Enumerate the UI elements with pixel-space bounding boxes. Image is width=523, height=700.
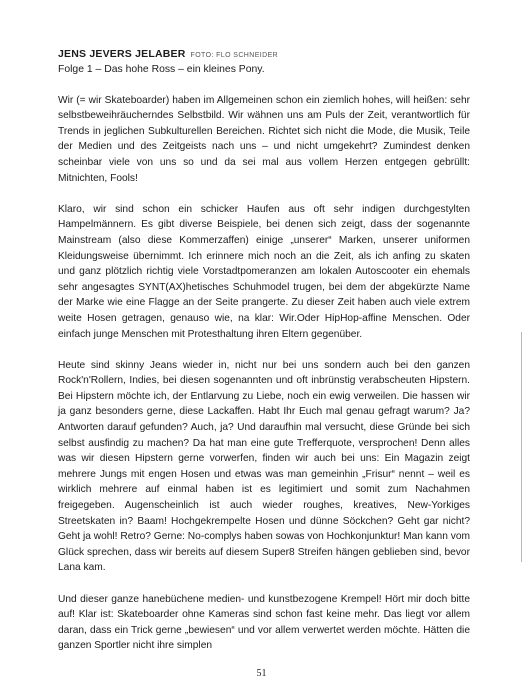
page-number: 51	[256, 668, 267, 679]
photo-credit: FOTO: FLO SCHNEIDER	[190, 52, 279, 59]
page-edge-line	[521, 332, 522, 562]
article-column	[58, 47, 470, 670]
article-subtitle: Folge 1 – Das hohe Ross – ein kleines Pony.	[58, 64, 265, 75]
article-header	[58, 47, 470, 62]
paragraph-4: Und dieser ganze hanebüchene medien- und kunstbezogene Krempel! Hört mir doch bitte auf! Klar ist: Skateboarder ohne Kameras sind schon fast keine mehr. Das liegt vor allem daran, dass ein Trick gerne „bewiesen“ und vor allem verwertet werden möchte. Hätten die ganzen Sportler nicht ihre simplen	[58, 593, 470, 652]
author-name: JENS JEVERS JELABER	[58, 48, 186, 60]
paragraph-1: Wir (= wir Skateboarder) haben im Allgemeinen schon ein ziemlich hohes, will heißen: sehr selbstbeweihräucherndes Selbstbild. Wir wähnen uns am Puls der Zeit, verantwortlich für Trends in jeglichen Subkulturellen Bereichen. Richtet sich nicht die Mode, die Musik, Teile der Medien und des Zeitgeists nach uns – und nicht umgekehrt? Zumindest denken scheinbar viele von uns so und da sei mal aus vollem Herzen entgegen gebrüllt: Mitnichten, Fools!	[58, 94, 470, 184]
paragraph-3: Heute sind skinny Jeans wieder in, nicht nur bei uns sondern auch bei den ganzen Rock'n'Rollern, Indies, bei diesen sogenannten und oft inbrünstig verabscheuten Hipstern. Bei Hipstern möchte ich, der Entlarvung zu Liebe, noch ein ewig verweilen. Die hassen wir ja ganz besonders gerne, diese Lackaffen. Habt Ihr Euch mal genau gefragt warum? Ja? Antworten darauf gefunden? Auch, ja? Und daraufhin mal versucht, diese Gründe bei sich selbst ausfindig zu machen? Da hat man eine gute Trefferquote, versprochen! Denn alles was wir diesen Hipstern gerne vorwerfen, finden wir auch bei uns: Ein Magazin zeigt mehrere Jungs mit engen Hosen und etwas was man gemeinhin „Frisur“ nennt – weil es wirklich mehrere auf einmal haben ist es legitimiert und somit zum Nachahmen freigegeben. Augenscheinlich ist auch wieder roughes, kreatives, New-Yorkiges Streetskaten in? Baam! Hochgekrempelte Hosen und dünne Söckchen? Geht gar nicht? Geht ja wohl! Retro? Gerne: No-complys haben sowas von Hochkonjunktur! Man kann vom Glück sprechen, dass wir bereits auf diesem Super8 Streifen hängen geblieben sind, bevor Lana kam.	[58, 359, 470, 574]
paragraph-2: Klaro, wir sind schon ein schicker Haufen aus oft sehr indigen durchgestylten Hampelmännern. Es gibt diverse Beispiele, bei denen sich zeigt, dass der sogenannte Mainstream (also diese Kommerzaffen) einige „unserer“ Marken, unserer uniformen Kleidungsweise übernimmt. Ich erinnere mich noch an die Zeit, als ich anfing zu skaten und ganz plötzlich richtig viele Vorstadtpomeranzen am lokalen Autoscooter ein ehemals sehr angesagtes SYNT(AX)hetisches Schuhmodel trugen, bei dem der abgekürzte Name der Marke wie eine Flagge an der Seite prangerte. Zu dieser Zeit haben auch viele extrem weite Hosen getragen, genauso wie, na klar: Wir.Oder HipHop-affine Menschen. Oder einfach junge Menschen mit Protesthaltung ihren Eltern gegenüber.	[58, 203, 470, 340]
